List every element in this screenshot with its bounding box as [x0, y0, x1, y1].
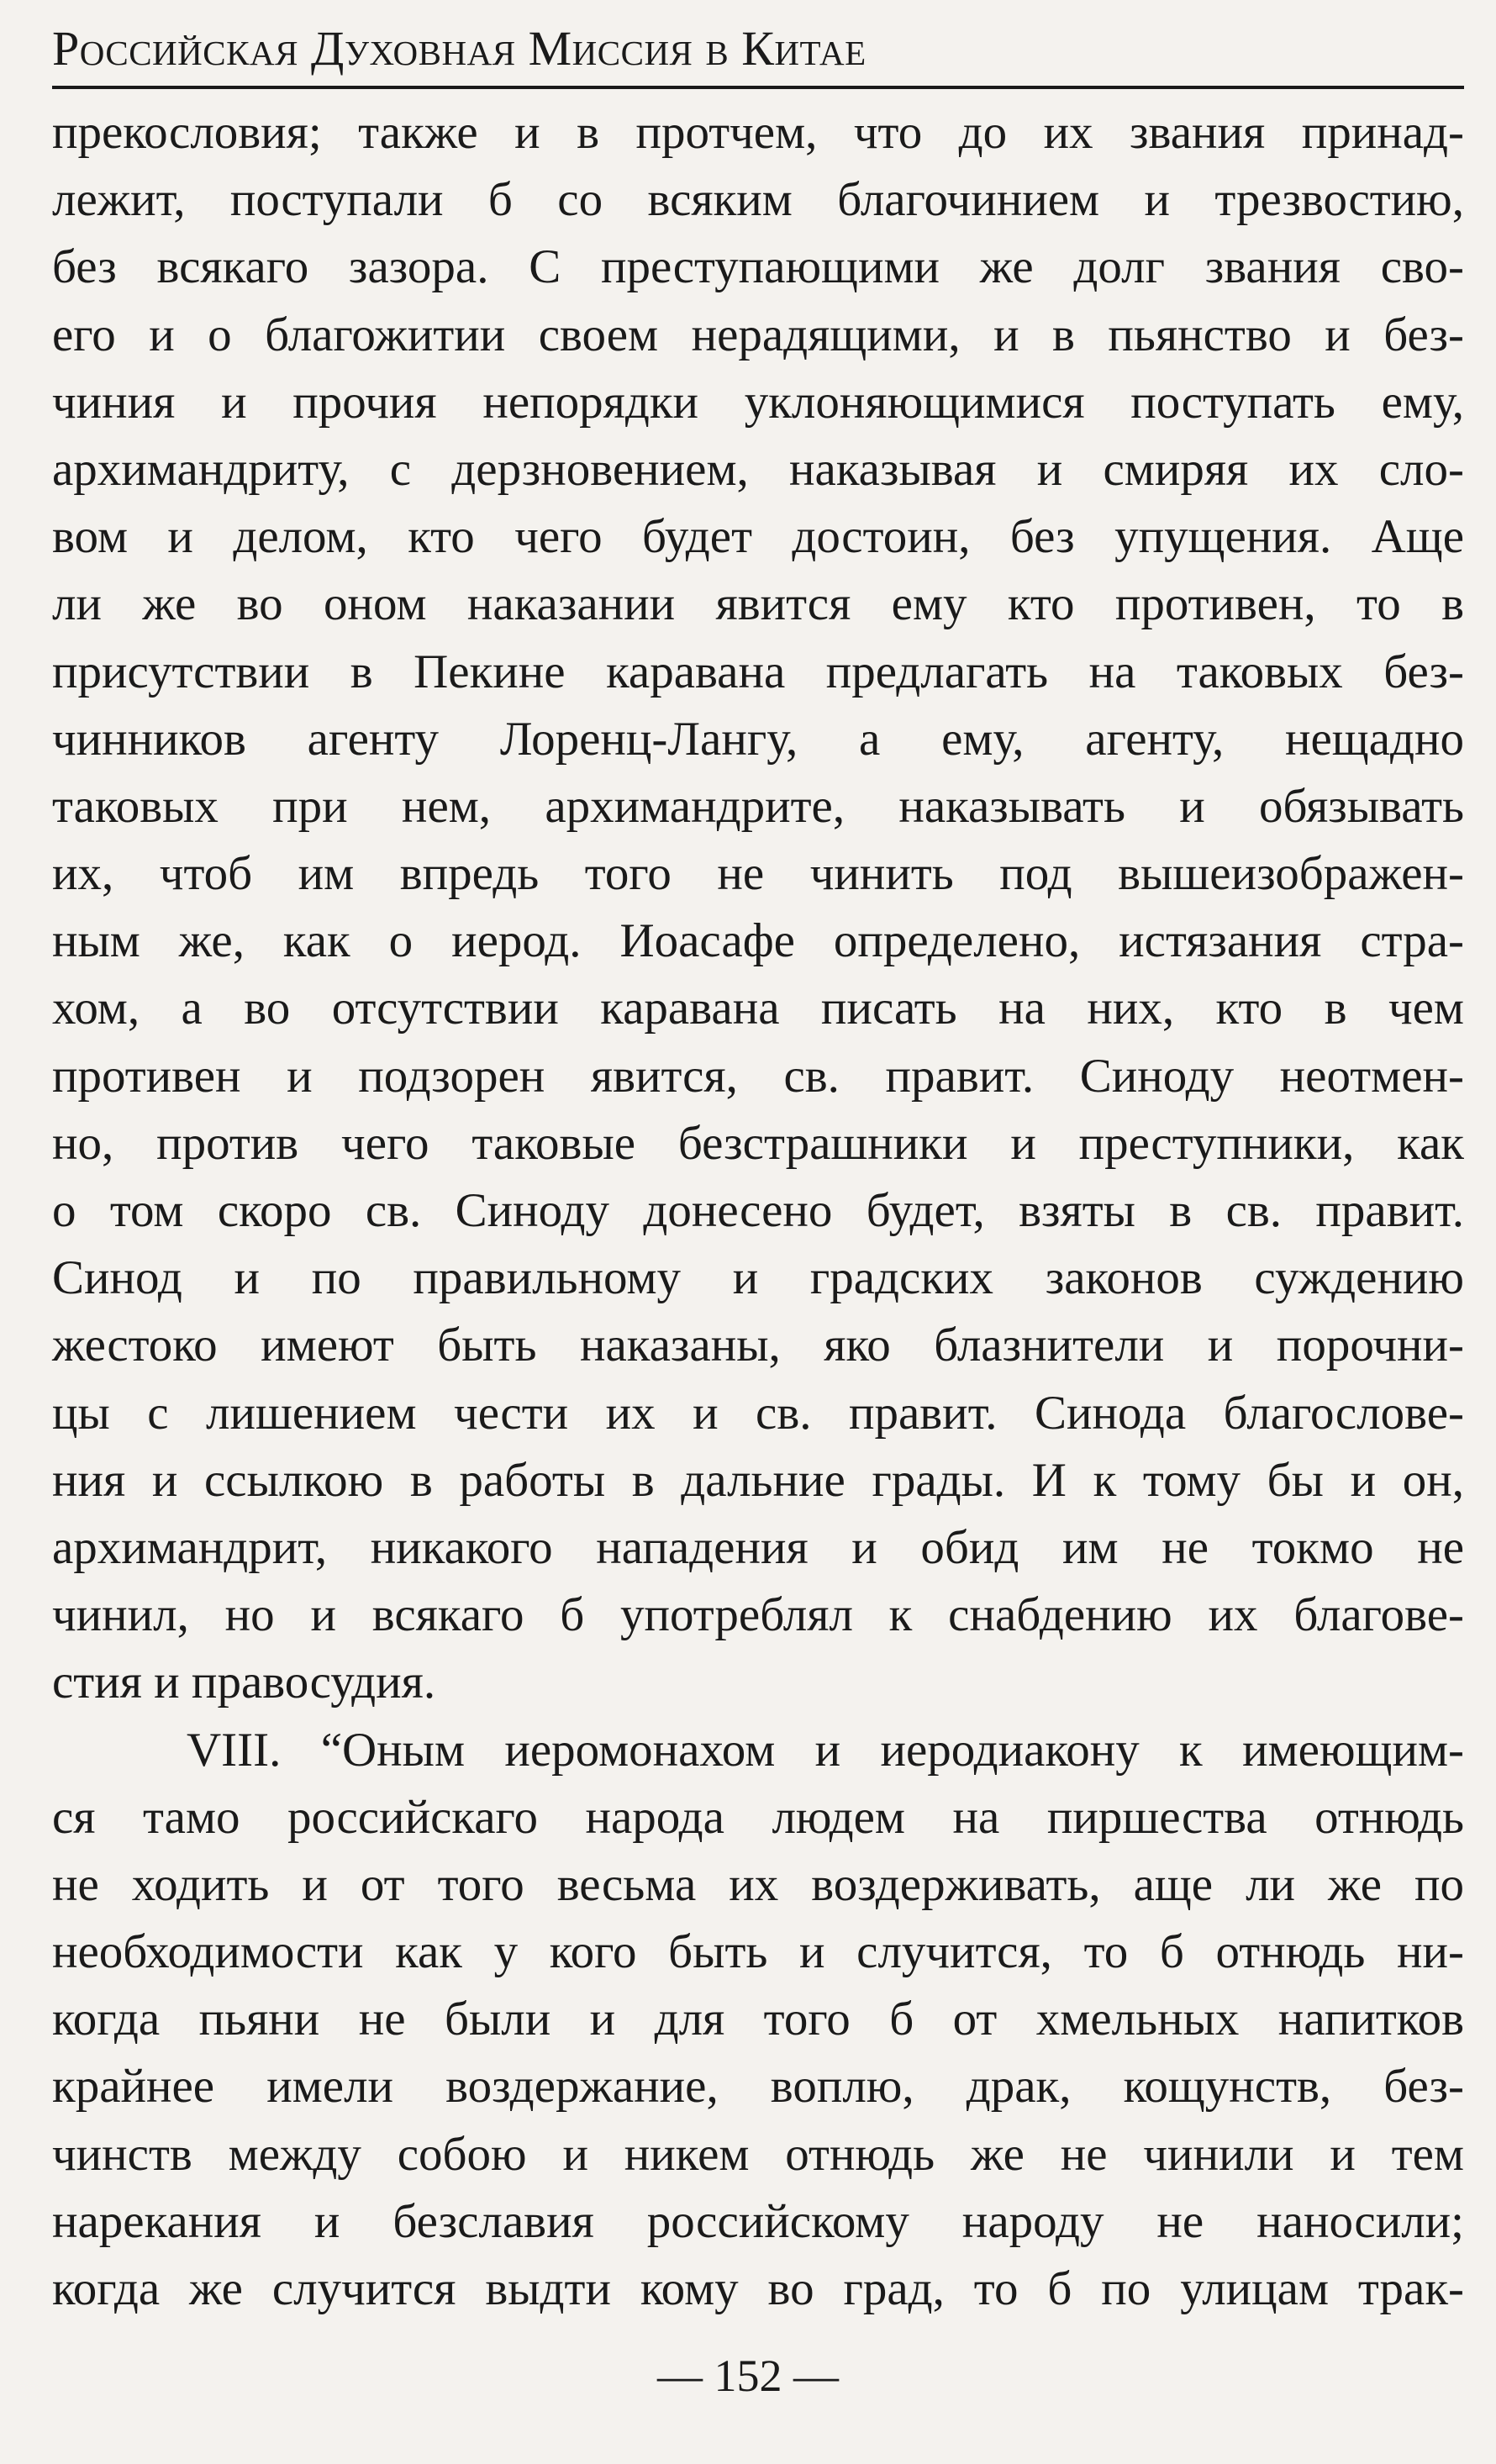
text-line: когда пьяни не были и для того б от хмельных напитков — [52, 1993, 1464, 2046]
body-text — [52, 99, 1464, 2323]
text-line: архимандрит, никакого нападения и обид им не токмо не — [52, 1520, 1464, 1574]
text-line: ния и ссылкою в работы в дальние грады. И к тому бы и он, — [52, 1453, 1464, 1507]
paragraph-end-line: стия и правосудия. — [52, 1656, 436, 1709]
header-rule — [52, 86, 1464, 89]
text-line: чинств между собою и никем отнюдь же не чинили и тем — [52, 2127, 1464, 2181]
text-line: когда же случится выдти кому во град, то б по улицам трак- — [52, 2262, 1464, 2315]
text-line: цы с лишением чести их и св. правит. Синода благослове- — [52, 1386, 1464, 1440]
text-line: присутствии в Пекине каравана предлагать на таковых без- — [52, 645, 1464, 698]
text-line: чиния и прочия непорядки уклоняющимися поступать ему, — [52, 375, 1464, 429]
text-line: хом, а во отсутствии каравана писать на них, кто в чем — [52, 982, 1464, 1035]
text-line: лежит, поступали б со всяким благочинием и трезвостию, — [52, 173, 1464, 227]
text-line: о том скоро св. Синоду донесено будет, взяты в св. правит. — [52, 1184, 1464, 1237]
text-line: не ходить и от того весьма их воздерживать, аще ли же по — [52, 1857, 1464, 1911]
text-line: его и о благожитии своем нерадящими, и в пьянство и без- — [52, 308, 1464, 361]
text-line: нарекания и безславия российскому народу не наносили; — [52, 2194, 1464, 2248]
text-line: но, против чего таковые безстрашники и преступники, как — [52, 1116, 1464, 1170]
text-line: Синод и по правильному и градских законов суждению — [52, 1251, 1464, 1305]
page-number: — 152 — — [657, 2351, 839, 2401]
text-line: прекословия; также и в протчем, что до их звания принад- — [52, 106, 1464, 159]
text-line: вом и делом, кто чего будет достоин, без упущения. Аще — [52, 510, 1464, 564]
text-line: крайнее имели воздержание, воплю, драк, кощунств, без- — [52, 2060, 1464, 2114]
text-line: чинил, но и всякаго б употреблял к снабдению их благове- — [52, 1588, 1464, 1642]
text-line: необходимости как у кого быть и случится, то б отнюдь ни- — [52, 1925, 1464, 1979]
text-line: ся тамо российскаго народа людем на пиршества отнюдь — [52, 1790, 1464, 1844]
text-line: архимандриту, с дерзновением, наказывая и смиряя их сло- — [52, 442, 1464, 496]
text-line: противен и подзорен явится, св. правит. Синоду неотмен- — [52, 1049, 1464, 1103]
running-head — [52, 12, 1464, 92]
text-line: их, чтоб им впредь того не чинить под вышеизображен- — [52, 847, 1464, 901]
text-line: без всякаго зазора. С преступающими же долг звания сво- — [52, 240, 1464, 294]
text-line: жестоко имеют быть наказаны, яко блазнители и порочни- — [52, 1319, 1464, 1372]
text-line: чинников агенту Лоренц-Лангу, а ему, агенту, нещадно — [52, 712, 1464, 766]
paragraph-start-line: VIII. “Оным иеромонахом и иеродиакону к имеющим- — [187, 1723, 1464, 1777]
text-line: ным же, как о иерод. Иоасафе определено, истязания стра- — [52, 914, 1464, 968]
text-line: ли же во оном наказании явится ему кто противен, то в — [52, 577, 1464, 631]
running-title: Российская Духовная Миссия в Китае — [52, 21, 867, 76]
text-line: таковых при нем, архимандрите, наказывать и обязывать — [52, 779, 1464, 833]
